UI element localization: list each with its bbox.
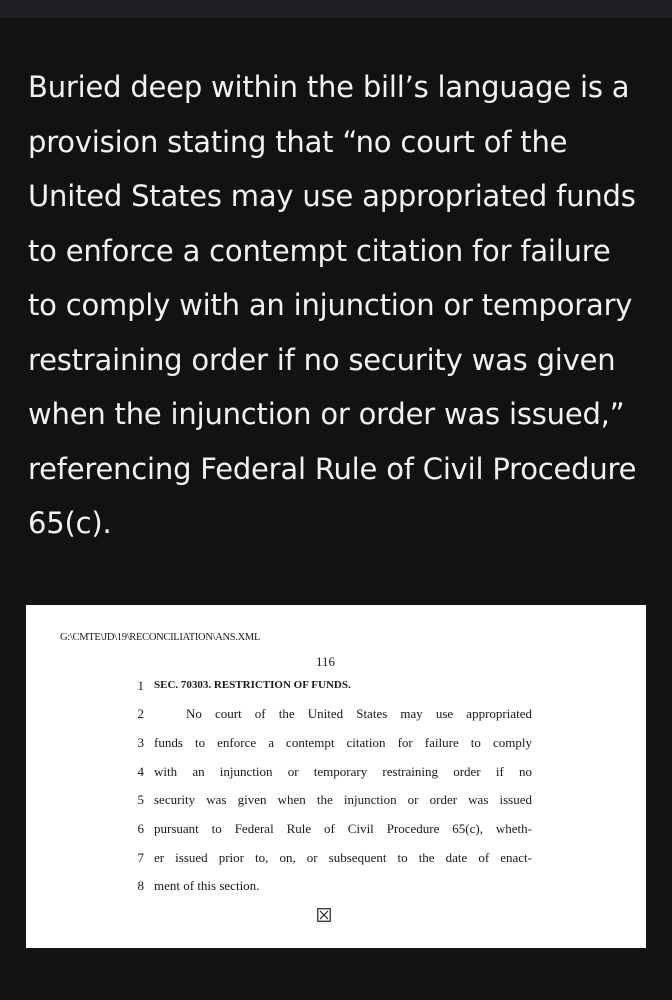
line-number: 8 bbox=[137, 878, 144, 893]
line-number: 3 bbox=[137, 735, 144, 750]
line-text: ment of this section. bbox=[154, 878, 260, 893]
line-number: 5 bbox=[137, 792, 144, 807]
bill-page-number: 116 bbox=[316, 654, 336, 669]
line-number: 7 bbox=[137, 850, 144, 865]
line-text: No court of the United States may use appropriated bbox=[186, 706, 532, 721]
bill-line bbox=[26, 878, 646, 898]
top-bar bbox=[0, 0, 672, 18]
line-text: pursuant to Federal Rule of Civil Procedure 65(c), wheth- bbox=[154, 821, 532, 836]
bill-line bbox=[26, 821, 646, 841]
line-text: er issued prior to, on, or subsequent to the date of enact- bbox=[154, 850, 532, 865]
line-number: 4 bbox=[137, 764, 144, 779]
bill-line bbox=[26, 678, 646, 698]
bill-document-image bbox=[26, 605, 646, 948]
line-text: security was given when the injunction or order was issued bbox=[154, 792, 532, 807]
line-number: 1 bbox=[137, 678, 144, 693]
bill-line bbox=[26, 792, 646, 812]
bill-line bbox=[26, 764, 646, 784]
article-paragraph: Buried deep within the bill’s language is a provision stating that “no court of the United States may use appropriated funds to enforce a contempt citation for failure to comply with an injunction or temporary restraining order if no security was given when the injunction or order was issued,” referencing Federal Rule of Civil Procedure 65(c). bbox=[28, 70, 637, 540]
line-text: funds to enforce a contempt citation for failure to comply bbox=[154, 735, 532, 750]
boxed-x-icon bbox=[317, 908, 331, 922]
line-text: with an injunction or temporary restraining order if no bbox=[154, 764, 532, 779]
line-number: 6 bbox=[137, 821, 144, 836]
bill-line bbox=[26, 850, 646, 870]
section-heading: SEC. 70303. RESTRICTION OF FUNDS. bbox=[154, 679, 351, 691]
line-number: 2 bbox=[137, 706, 144, 721]
bill-line bbox=[26, 735, 646, 755]
bill-line bbox=[26, 706, 646, 726]
bill-file-path: G:\CMTE\JD\19\RECONCILIATION\ANS.XML bbox=[60, 632, 261, 643]
